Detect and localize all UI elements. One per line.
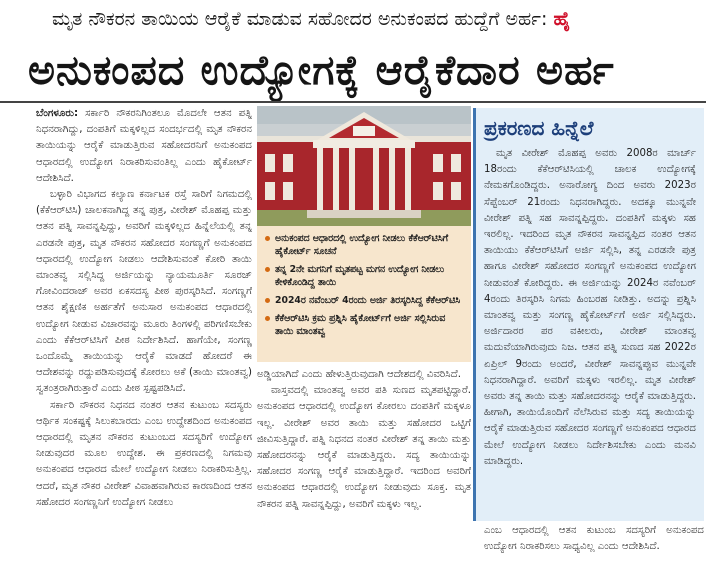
high-court-photo [257, 106, 471, 226]
highlight-item [265, 232, 465, 258]
lead-paragraph [36, 106, 252, 187]
highlight-item [265, 312, 465, 338]
dateline: ಬೆಂಗಳೂರು: [36, 108, 79, 119]
sidebar-body: ಮೃತ ವೀರೇಶ್ ಮೊಹಪ್ಪ ಅವರು 2008ರ ಮಾರ್ಚ್ 18ರಂದು ಕೆಕೆಆರ್‌ಟಿಸಿಯಲ್ಲಿ ಚಾಲಕ ಉದ್ಯೋಗಕ್ಕೆ ನೇಮಕಗೊಂಡಿದ್ದರು. ಅನಾರೋಗ್ಯ ದಿಂದ ಅವರು 2023ರ ಸೆಪ್ಟೆಂಬರ್ 21ರಂದು ನಿಧನರಾಗಿದ್ದರು. ಅದಕ್ಕೂ ಮುನ್ನವೇ ವೀರೇಶ್ ಪತ್ನಿ ಸಹ ಸಾವನ್ನಪ್ಪಿದ್ದರು. ದಂಪತಿಗೆ ಮಕ್ಕಳು ಸಹ ಇರಲಿಲ್ಲ. ಇದರಿಂದ ಮೃತ ನೌಕರನ ಸಾವನ್ನಪ್ಪಿದ ನಂತರ ಆತನ ತಾಯಿಯು ಕೆಕೆಆರ್‌ಟಿಸಿಗೆ ಅರ್ಜಿ ಸಲ್ಲಿಸಿ, ತನ್ನ ಎರಡನೇ ಪುತ್ರ ಹಾಗೂ ವೀರೇಶ್ ಸಹೋದರ ಸಂಗಣ್ಣಗೆ ಅನುಕಂಪದ ಉದ್ಯೋಗ ನೀಡುವಂತೆ ಕೋರಿದ್ದರು. ಈ ಅರ್ಜಿಯನ್ನು 2024ರ ನವೆಂಬರ್ 4ರಂದು ತಿರಸ್ಕರಿಸಿ ನಿಗಮ ಹಿಂಬರಹ ನೀಡಿತ್ತು. ಅದನ್ನು ಪ್ರಶ್ನಿಸಿ ಮಾಂತವ್ವ ಮತ್ತು ಸಂಗಣ್ಣ ಹೈಕೋರ್ಟ್‌ಗೆ ಅರ್ಜಿ ಸಲ್ಲಿಸಿದ್ದರು. ಅರ್ಜಿದಾರರ ಪರ ವಕೀಲರು, ವೀರೇಶ್ ಮಾಂತವ್ವ ಮದುವೆಯಾಗಿರುವುದು ನಿಜ. ಆತನ ಪತ್ನಿ ಸುಣದ ಸಹ 2022ರ ಏಪ್ರಿಲ್ 9ರಂದು ಅಂದರೆ, ವೀರೇಶ್ ಸಾವನ್ನಪ್ಪುವ ಮುನ್ನವೇ ನಿಧನರಾಗಿದ್ದಾರೆ. ಅವರಿಗೆ ಮಕ್ಕಳು ಇರಲಿಲ್ಲ. ಮೃತ ವೀರೇಶ್ ಅವರು ತನ್ನ ತಾಯಿ ಮತ್ತು ಸಹೋದರನನ್ನು ಆರೈಕೆ ಮಾಡುತ್ತಿದ್ದರು. ಹೀಗಾಗಿ, ತಾಯಿಯೊಂದಿಗೆ ನೆಲೆಸಿರುವ ಮತ್ತು ಸದ್ಯ ತಾಯಿಯನ್ನು ಆರೈಕೆ ಮಾಡುತ್ತಿರುವ ಸಹೋದರ ಸಂಗಣ್ಣಗೆ ಅನುಕಂಪದ ಆಧಾರದ ಮೇಲೆ ಉದ್ಯೋಗ ನೀಡಲು ನಿರ್ದೇಶಿಸಬೇಕು ಎಂದು ಮನವಿ ಮಾಡಿದ್ದರು. [484, 148, 696, 467]
kicker-tag: ಹೈ [553, 8, 571, 30]
article-headline: ಅನುಕಂಪದ ಉದ್ಯೋಗಕ್ಕೆ ಆರೈಕೆದಾರ ಅರ್ಹ [28, 46, 615, 94]
bullet-dot-icon [265, 316, 270, 321]
highlight-text: ಅನುಕಂಪದ ಆಧಾರದಲ್ಲಿ ಉದ್ಯೋಗ ನೀಡಲು ಕೆಕೆಆರ್‌ಟಿಸಿಗೆ ಹೈಕೋರ್ಟ್ ಸೂಚನೆ [275, 233, 449, 257]
highlights-list [265, 232, 465, 338]
article-column-2 [257, 367, 471, 578]
bullet-dot-icon [265, 298, 270, 303]
closing-paragraph: ಎಂಬ ಆಧಾರದಲ್ಲಿ ಆತನ ಕುಟುಂಬ ಸದಸ್ಯರಿಗೆ ಅನುಕಂಪದ ಉದ್ಯೋಗ ನಿರಾಕರಿಸಲು ಸಾಧ್ಯವಿಲ್ಲ ಎಂದು ಆದೇಶಿಸಿದೆ. [484, 525, 704, 553]
article-column-3 [473, 523, 704, 578]
body-paragraph-5: ವಾಸ್ತವದಲ್ಲಿ ಮಾಂತವ್ವ ಅವರ ಪತಿ ಸುಣದ ಮೃತಪಟ್ಟಿದ್ದಾರೆ. ಅನುಕಂಪದ ಆಧಾರದಲ್ಲಿ ಉದ್ಯೋಗ ಕೋರಲು ದಂಪತಿಗೆ ಮಕ್ಕಳೂ ಇಲ್ಲ. ವೀರೇಶ್ ಅವರ ತಾಯಿ ಮತ್ತು ಸಹೋದರ ಒಟ್ಟಿಗೆ ಜೀವಿಸುತ್ತಿದ್ದಾರೆ. ಪತ್ನಿ ನಿಧನದ ನಂತರ ವೀರೇಶ್ ತನ್ನ ತಾಯಿ ಮತ್ತು ಸಹೋದರನನ್ನು ಆರೈಕೆ ಮಾಡುತ್ತಿದ್ದರು. ಸದ್ಯ ತಾಯಿಯನ್ನು ಸಹೋದರ ಸಂಗಣ್ಣ ಆರೈಕೆ ಮಾಡುತ್ತಿದ್ದಾರೆ. ಇದರಿಂದ ಅವರಿಗೆ ಅನುಕಂಪದ ಆಧಾರದಲ್ಲಿ ಉದ್ಯೋಗ ನೀಡುವುದು ಸೂಕ್ತ. ಮೃತ ನೌಕರನ ಪತ್ನಿ ಸಾವನ್ನಪ್ಪಿದ್ದು, ಅವರಿಗೆ ಮಕ್ಕಳು ಇಲ್ಲ. [257, 385, 471, 510]
body-paragraph-3: ಸರ್ಕಾರಿ ನೌಕರನ ನಿಧನದ ನಂತರ ಆತನ ಕುಟುಂಬ ಸದಸ್ಯರು ಆರ್ಥಿಕ ಸಂಕಷ್ಟಕ್ಕೆ ಸಿಲುಕಬಾರದು ಎಂಬ ಉದ್ದೇಶದಿಂದ ಅನುಕಂಪದ ಆಧಾರದಲ್ಲಿ ಮೃತನ ನೌಕರನ ಕುಟುಂಬದ ಸದಸ್ಯರಿಗೆ ಉದ್ಯೋಗ ನೀಡುವುದರ ಮೂಲ ಉದ್ದೇಶ. ಈ ಪ್ರಕರಣದಲ್ಲಿ ನಿಗಮವು ಅನುಕಂಪದ ಆಧಾರದ ಮೇಲೆ ಉದ್ಯೋಗ ನೀಡಲು ನಿರಾಕರಿಸುತ್ತಿಲ್ಲ. ಆದರೆ, ಮೃತ ನೌಕರ ವೀರೇಶ್ ವಿವಾಹವಾಗಿರುವ ಕಾರಣದಿಂದ ಆತನ ಸಹೋದರ ಸಂಗಣ್ಣನಿಗೆ ಉದ್ಯೋಗ ನೀಡಲು [36, 399, 252, 508]
sidebar-title: ಪ್ರಕರಣದ ಹಿನ್ನೆಲೆ [484, 116, 594, 140]
body-paragraph-4: ಅಡ್ಡಿಯಾಗಿದೆ ಎಂದು ಹೇಳುತ್ತಿರುವುದಾಗಿ ಆದೇಶದಲ್ಲಿ ವಿವರಿಸಿದೆ. [257, 369, 461, 380]
highlights-box [257, 226, 471, 362]
highlight-text: 2024ರ ನವೆಂಬರ್ 4ರಂದು ಅರ್ಜಿ ತಿರಸ್ಕರಿಸಿದ್ದ ಕೆಕೆಆರ್‌ಟಿಸಿ [275, 295, 461, 306]
highlight-item [265, 294, 465, 307]
article-column-1 [36, 106, 252, 578]
kicker-text: ಮೃತ ನೌಕರನ ತಾಯಿಯ ಆರೈಕೆ ಮಾಡುವ ಸಹೋದರ ಅನುಕಂಪದ ಹುದ್ದೆಗೆ ಅರ್ಹ: [52, 8, 548, 30]
highlight-item [265, 263, 465, 289]
bullet-dot-icon [265, 267, 270, 272]
article-kicker [0, 0, 706, 40]
background-sidebar [473, 108, 704, 521]
high-court-building-illustration [257, 106, 471, 226]
highlight-text: ಕೆಕೆಆರ್‌ಟಿಸಿ ಕ್ರಮ ಪ್ರಶ್ನಿಸಿ ಹೈಕೋರ್ಟ್‌ಗೆ ಅರ್ಜಿ ಸಲ್ಲಿಸಿರುವ ತಾಯಿ ಮಾಂತವ್ವ [275, 313, 446, 337]
highlight-text: ತನ್ನ 2ನೇ ಮಗನಿಗೆ ಮೃತಪಟ್ಟ ಮಗನ ಉದ್ಯೋಗ ನೀಡಲು ಕೇಳಿಕೊಂಡಿದ್ದ ತಾಯಿ [275, 264, 445, 288]
headline-divider [0, 101, 706, 103]
bullet-dot-icon [265, 236, 270, 241]
body-paragraph-2: ಬಳ್ಳಾರಿ ವಿಭಾಗದ ಕಲ್ಯಾಣ ಕರ್ನಾಟಕ ರಸ್ತೆ ಸಾರಿಗೆ ನಿಗಮದಲ್ಲಿ (ಕೆಕೆಆರ್‌ಟಿಸಿ) ಚಾಲಕನಾಗಿದ್ದ ತನ್ನ ಪುತ್ರ, ವೀರೇಶ್ ಮೊಹಪ್ಪ ಮತ್ತು ಆತನ ಪತ್ನಿ ಸಾವನ್ನಪ್ಪಿದ್ದು, ಅವರಿಗೆ ಮಕ್ಕಳಿಲ್ಲದ ಹಿನ್ನೆಲೆಯಲ್ಲಿ ತನ್ನ ಎರಡನೇ ಪುತ್ರ, ಮೃತ ನೌಕರನ ಸಹೋದರ ಸಂಗಣ್ಣಗೆ ಅನುಕಂಪದ ಆಧಾರದಲ್ಲಿ ಉದ್ಯೋಗ ನೀಡಲು ಆದೇಶಿಸುವಂತೆ ಕೋರಿ ತಾಯಿ ಮಾಂತವ್ವ ಸಲ್ಲಿಸಿದ್ದ ಅರ್ಜಿಯನ್ನು ನ್ಯಾಯಮೂರ್ತಿ ಸೂರಜ್ ಗೋವಿಂದರಾಜ್ ಅವರ ಏಕಸದಸ್ಯ ಪೀಠ ಪುರಸ್ಕರಿಸಿದೆ. ಸಂಗಣ್ಣಗೆ ಆತನ ಶೈಕ್ಷಣಿಕ ಅರ್ಹತೆಗೆ ಅನುಸಾರ ಅನುಕಂಪದ ಆಧಾರದಲ್ಲಿ ಉದ್ಯೋಗ ನೀಡುವ ವಿಚಾರವನ್ನು ಮೂರು ತಿಂಗಳಲ್ಲಿ ಪರಿಗಣಿಸಬೇಕು ಎಂದು ಕೆಕೆಆರ್‌ಟಿಸಿಗೆ ಪೀಠ ನಿರ್ದೇಶಿಸಿದೆ. ಹಾಗೆಯೇ, ಸಂಗಣ್ಣ ಒಂದೊಮ್ಮೆ ತಾಯಿಯನ್ನು ಆರೈಕೆ ಮಾಡದೆ ಹೋದರೆ ಈ ಆದೇಶವನ್ನು ರದ್ದುಪಡಿಸುವುದಕ್ಕೆ ಕೋರಲು ಅಕೆ (ತಾಯಿ ಮಾಂತವ್ವ) ಸ್ವತಂತ್ರರಾಗಿರುತ್ತಾರೆ ಎಂದು ಪೀಠ ಸ್ಪಷ್ಟಪಡಿಸಿದೆ. [36, 189, 252, 395]
lead-paragraph-text: ಸರ್ಕಾರಿ ನೌಕರನಿಗಿಂತಲೂ ಮೊದಲೇ ಆತನ ಪತ್ನಿ ನಿಧನರಾಗಿದ್ದು, ದಂಪತಿಗೆ ಮಕ್ಕಳಿಲ್ಲದ ಸಂದರ್ಭದಲ್ಲಿ ಮೃತ ನೌಕರನ ತಾಯಿಯನ್ನು ಆರೈಕೆ ಮಾಡುತ್ತಿರುವ ಸಹೋದರನಿಗೆ ಅನುಕಂಪದ ಆಧಾರದಲ್ಲಿ ಉದ್ಯೋಗ ನಿರಾಕರಿಸುವಂತಿಲ್ಲ ಎಂದು ಹೈಕೋರ್ಟ್ ಆದೇಶಿಸಿದೆ. [36, 108, 252, 184]
